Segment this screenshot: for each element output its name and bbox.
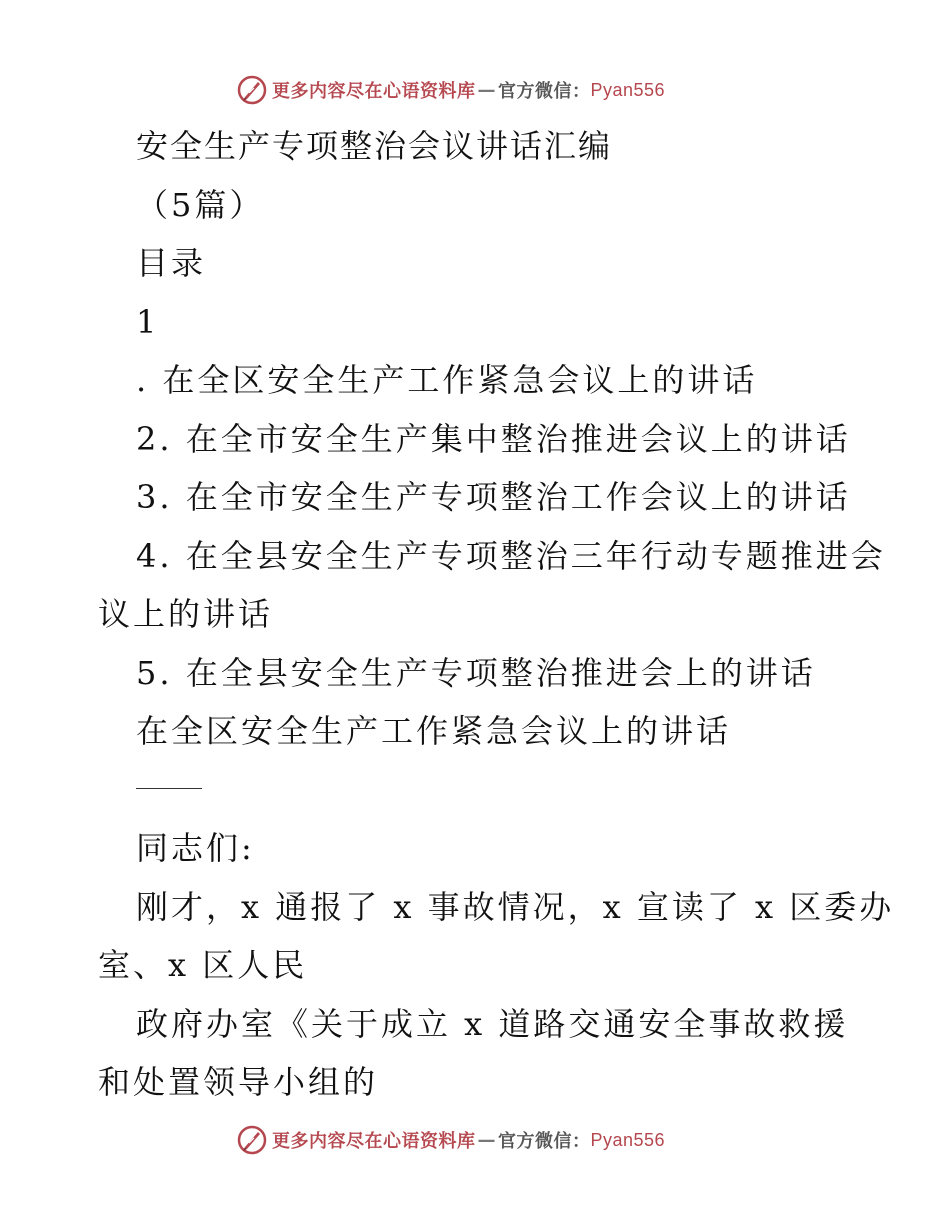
toc-item-continuation: 议上的讲话 <box>98 595 274 633</box>
body-paragraph-line: 政府办室《关于成立 x 道路交通安全事故救援 <box>136 1005 849 1043</box>
toc-item: 5. 在全县安全生产专项整治推进会上的讲话 <box>136 654 816 692</box>
quill-pen-logo-icon <box>236 1124 268 1156</box>
watermark-site-text: 更多内容尽在心语资料库 <box>272 81 476 102</box>
header-watermark <box>236 73 716 107</box>
body-paragraph-line: 室、x 区人民 <box>98 946 308 984</box>
watermark-dash: — <box>477 79 496 101</box>
watermark-dash: — <box>477 1129 496 1151</box>
footer-watermark <box>236 1123 716 1157</box>
section-divider <box>136 788 202 789</box>
watermark-wechat-label: 官方微信： <box>498 1131 591 1152</box>
toc-item: 2. 在全市安全生产集中整治推进会议上的讲话 <box>136 420 851 458</box>
watermark-wechat-id: Pyan556 <box>590 79 666 100</box>
watermark-site-text: 更多内容尽在心语资料库 <box>272 1131 476 1152</box>
quill-pen-logo-icon <box>236 74 268 106</box>
section-title: 在全区安全生产工作紧急会议上的讲话 <box>136 712 732 750</box>
greeting: 同志们: <box>136 829 255 867</box>
toc-number: 1 <box>136 303 160 341</box>
body-paragraph-line: 和处置领导小组的 <box>98 1063 379 1101</box>
document-count: （5篇） <box>136 186 265 224</box>
body-paragraph-line: 刚才，x 通报了 x 事故情况，x 宣读了 x 区委办 <box>136 888 895 926</box>
watermark-wechat-id: Pyan556 <box>590 1129 666 1150</box>
toc-item: 4. 在全县安全生产专项整治三年行动专题推进会 <box>136 537 886 575</box>
watermark-wechat-label: 官方微信： <box>498 81 591 102</box>
toc-item: 3. 在全市安全生产专项整治工作会议上的讲话 <box>136 478 851 516</box>
document-title: 安全生产专项整治会议讲话汇编 <box>136 127 613 165</box>
toc-heading: 目录 <box>136 244 207 282</box>
toc-item: . 在全区安全生产工作紧急会议上的讲话 <box>136 361 758 399</box>
